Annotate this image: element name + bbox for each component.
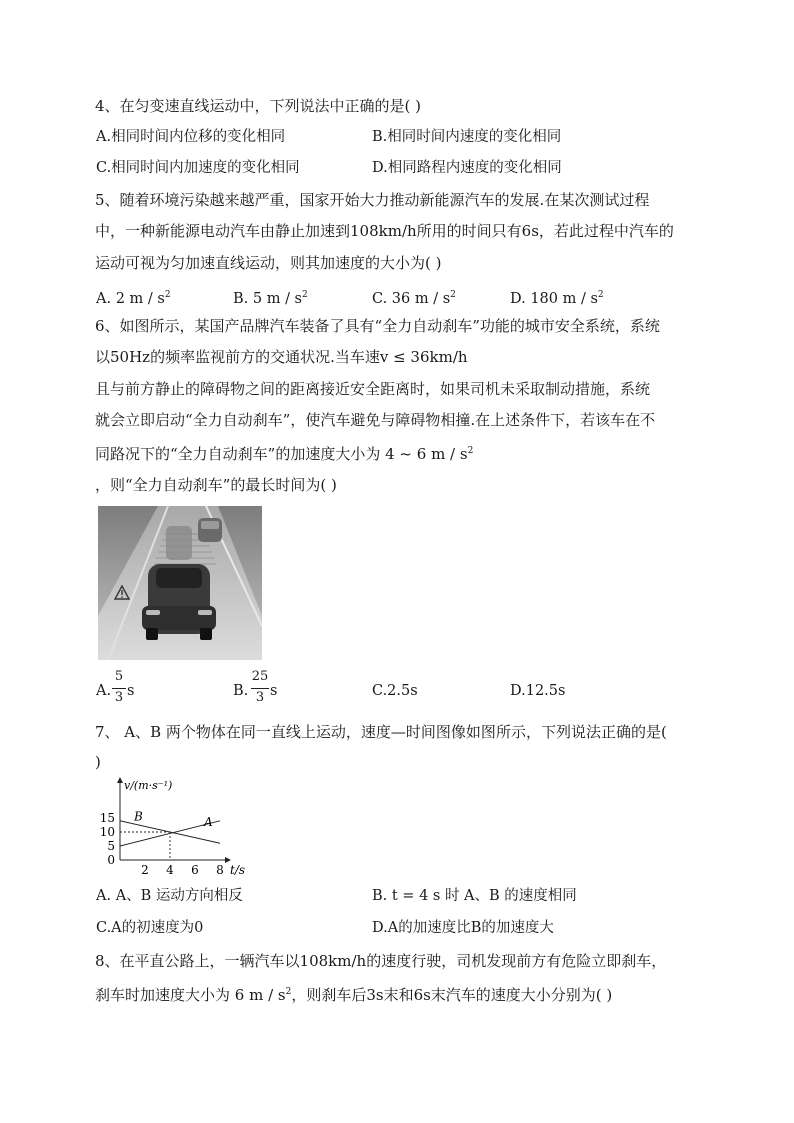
q6-b-fraction-bar	[251, 688, 269, 689]
q6-line-6: ，则“全力自动刹车”的最长时间为( )	[95, 476, 337, 494]
q6-a-fraction-bar	[112, 688, 126, 689]
q5-option-d: D. 180 m / $s^2$	[510, 290, 604, 307]
q5-option-b: B. 5 m / $s^2$	[233, 290, 308, 307]
q7-option-a: A. A、B 运动方向相反	[96, 888, 243, 904]
x-axis-label: t/s	[230, 863, 246, 877]
vt-chart	[100, 774, 256, 878]
series-label-B: B	[134, 809, 143, 824]
y-axis-label: v/(m·s⁻¹)	[124, 779, 173, 792]
vt-chart-svg	[100, 774, 256, 878]
q5-option-c: C. 36 m / $s^2$	[372, 290, 456, 307]
q4-option-c: C.相同时间内加速度的变化相同	[96, 160, 300, 176]
q4-option-d: D.相同路程内速度的变化相同	[372, 160, 562, 176]
q5-line-3: 运动可视为匀加速直线运动，则其加速度的大小为( )	[95, 254, 442, 272]
y-tick-label: 15	[100, 811, 115, 825]
q6-b-denominator: 3	[255, 690, 265, 705]
x-tick-label: 2	[141, 863, 149, 877]
q8-line-1: 8、在平直公路上，一辆汽车以108km/h的速度行驶，司机发现前方有危险立即刹车，	[95, 952, 667, 970]
q8-line-2: 刹车时加速度大小为 6 m / $s^2$，则刹车后3s末和6s末汽车的速度大小分别为( )	[95, 986, 613, 1004]
q7-option-b: B. t = 4 s 时 A、B 的速度相同	[372, 888, 577, 904]
q6-line-1: 6、如图所示，某国产品牌汽车装备了具有“全力自动刹车”功能的城市安全系统，系统	[95, 317, 660, 335]
q7-line-1: 7、 A、B 两个物体在同一直线上运动，速度—时间图像如图所示，下列说法正确的是(	[95, 723, 667, 741]
q6-line-5: 同路况下的“全力自动刹车”的加速度大小为 4 ~ 6 m / $s^2$	[95, 445, 474, 463]
y-tick-label: 5	[107, 839, 115, 853]
y-axis-arrow	[117, 777, 123, 783]
q6-a-numerator: 5	[114, 669, 124, 684]
q7-option-d: D.A的加速度比B的加速度大	[372, 920, 554, 936]
car-photo	[98, 506, 262, 660]
q6-a-denominator: 3	[114, 690, 124, 705]
q5-option-a: A. 2 m / $s^2$	[96, 290, 171, 307]
x-tick-label: 4	[166, 863, 174, 877]
q4-stem: 4、在匀变速直线运动中，下列说法中正确的是( )	[95, 97, 422, 115]
y-tick-label: 10	[100, 825, 115, 839]
q6-option-c: C.2.5s	[372, 683, 418, 699]
q6-line-4: 就会立即启动“全力自动刹车”，使汽车避免与障碍物相撞.在上述条件下，若该车在不	[95, 411, 656, 429]
q4-option-b: B.相同时间内速度的变化相同	[372, 129, 562, 145]
q4-option-a: A.相同时间内位移的变化相同	[96, 129, 286, 145]
q6-option-d: D.12.5s	[510, 683, 566, 699]
q7-option-c: C.A的初速度为0	[96, 920, 204, 936]
q5-line-1: 5、随着环境污染越来越严重，国家开始大力推动新能源汽车的发展.在某次测试过程	[95, 191, 650, 209]
q6-b-numerator: 25	[251, 669, 269, 684]
q6-line-3: 且与前方静止的障碍物之间的距离接近安全距离时，如果司机未采取制动措施，系统	[95, 380, 651, 398]
series-label-A: A	[204, 815, 213, 830]
x-tick-label: 6	[191, 863, 199, 877]
x-tick-label: 8	[216, 863, 224, 877]
q7-line-2: )	[95, 753, 101, 771]
q5-line-2: 中，一种新能源电动汽车由静止加速到108km/h所用的时间只有6s，若此过程中汽车的	[95, 222, 674, 240]
y-tick-label: 0	[107, 853, 115, 867]
q6-line-2: 以50Hz的频率监视前方的交通状况.当车速v ≤ 36km/h	[95, 348, 468, 366]
